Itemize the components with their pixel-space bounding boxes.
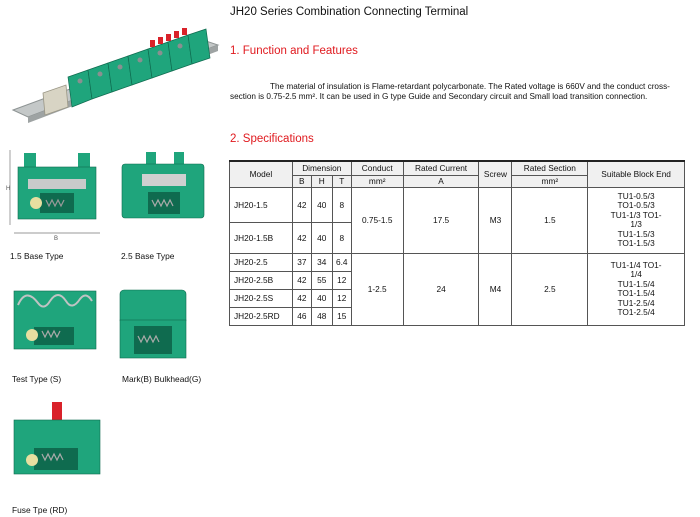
test-type-image — [8, 283, 103, 368]
header-t: T — [332, 175, 351, 187]
dim-b-label: B — [54, 236, 59, 242]
base-15-image — [6, 145, 106, 245]
header-screw: Screw — [479, 161, 512, 187]
cell-b: 42 — [292, 187, 311, 222]
cell-section: 2.5 — [512, 253, 588, 325]
cell-h: 40 — [311, 289, 332, 307]
block-line: TU1-1/4 TO1- — [610, 259, 662, 270]
cell-h: 34 — [311, 253, 332, 271]
cell-b: 42 — [292, 271, 311, 289]
cell-current: 24 — [403, 253, 479, 325]
cell-t: 15 — [332, 307, 351, 325]
header-current-unit: A — [403, 175, 479, 187]
function-section-title: 1. Function and Features — [230, 45, 358, 57]
cell-b: 46 — [292, 307, 311, 325]
cell-conduct: 1-2.5 — [351, 253, 403, 325]
cell-h: 48 — [311, 307, 332, 325]
cell-t: 8 — [332, 222, 351, 253]
table-row — [230, 187, 685, 222]
cell-model: JH20-2.5RD — [230, 307, 293, 325]
cell-screw: M4 — [479, 253, 512, 325]
block-line: 1/4 — [630, 269, 642, 279]
terminal-assembly-image — [8, 15, 223, 125]
header-b: B — [292, 175, 311, 187]
cell-block — [588, 187, 685, 253]
block-line: TU1-1/3 TO1- — [610, 209, 662, 220]
header-conduct: Conduct — [351, 161, 403, 175]
cell-b: 42 — [292, 289, 311, 307]
spec-section-title: 2. Specifications — [230, 133, 314, 145]
caption-mark: Mark(B) Bulkhead(G) — [122, 374, 202, 384]
caption-base-25: 2.5 Base Type — [121, 251, 175, 261]
caption-base-15: 1.5 Base Type — [10, 251, 64, 261]
block-line: TU1-0.5/3 — [617, 190, 655, 201]
block-line: TO1-1.5/3 — [617, 238, 655, 248]
table-row — [230, 253, 685, 271]
header-conduct-unit: mm² — [351, 175, 403, 187]
block-line: 1/3 — [630, 219, 642, 229]
cell-t: 12 — [332, 289, 351, 307]
cell-t: 12 — [332, 271, 351, 289]
header-model: Model — [230, 161, 293, 187]
cell-t: 8 — [332, 187, 351, 222]
dim-h-label: H — [6, 186, 11, 192]
cell-h: 55 — [311, 271, 332, 289]
cell-h: 40 — [311, 222, 332, 253]
cell-model: JH20-2.5B — [230, 271, 293, 289]
header-section: Rated Section — [512, 161, 588, 175]
header-h: H — [311, 175, 332, 187]
cell-screw: M3 — [479, 187, 512, 253]
cell-h: 40 — [311, 187, 332, 222]
header-block: Suitable Block End — [588, 161, 685, 187]
cell-t: 6.4 — [332, 253, 351, 271]
cell-current: 17.5 — [403, 187, 479, 253]
header-dimension: Dimension — [292, 161, 351, 175]
caption-fuse: Fuse Tpe (RD) — [12, 505, 68, 515]
block-line: TU1-1.5/4 — [617, 278, 655, 289]
cell-block — [588, 253, 685, 325]
header-section-unit: mm² — [512, 175, 588, 187]
block-line: TO1-0.5/3 — [617, 200, 655, 210]
function-description: The material of insulation is Flame-retardant polycarbonate. The Rated voltage is 660V and the conduct cross-section is 0.75-2.5 mm². It can be used in G type Guide and Secondary circuit and Small load transition connection. — [230, 82, 670, 101]
cell-model: JH20-2.5S — [230, 289, 293, 307]
cell-model: JH20-1.5B — [230, 222, 293, 253]
cell-model: JH20-2.5 — [230, 253, 293, 271]
cell-b: 42 — [292, 222, 311, 253]
spec-table — [229, 160, 685, 326]
cell-conduct: 0.75-1.5 — [351, 187, 403, 253]
cell-b: 37 — [292, 253, 311, 271]
base-25-image — [118, 148, 208, 238]
caption-test: Test Type (S) — [12, 374, 62, 384]
block-line: TU1-2.5/4 — [617, 297, 655, 308]
cell-section: 1.5 — [512, 187, 588, 253]
cell-model: JH20-1.5 — [230, 187, 293, 222]
header-current: Rated Current — [403, 161, 479, 175]
block-line: TU1-1.5/3 — [617, 228, 655, 239]
mark-bulkhead-image — [118, 286, 188, 364]
fuse-type-image — [10, 400, 105, 490]
block-line: TO1-1.5/4 — [617, 288, 655, 298]
page-title: JH20 Series Combination Connecting Terminal — [230, 6, 469, 18]
block-line: TO1-2.5/4 — [617, 307, 655, 317]
